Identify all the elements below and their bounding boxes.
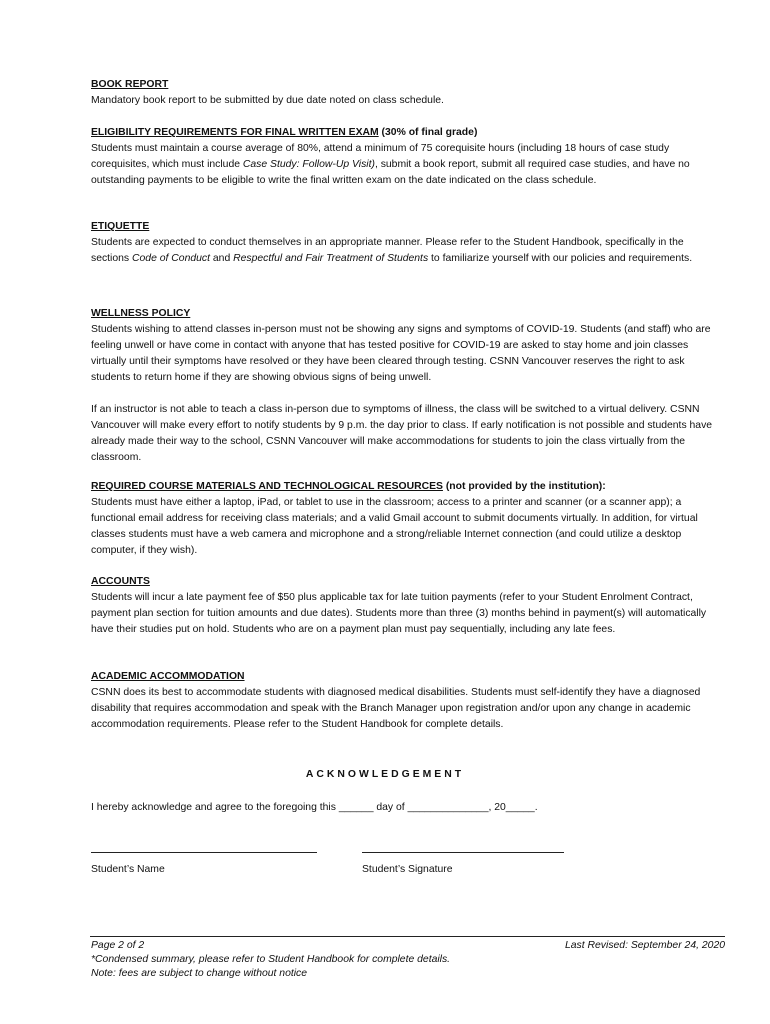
accounts-text: Students will incur a late payment fee of $50 plus applicable tax for late tuition payments (refer to your Student Enrolment Contract, payment plan section for tuition amounts and due dates). Students more than three (3) months behind in payment(s) will automatically have their studies put on hold. Students who are on a payment plan must pay sequentially, including any late fees. [91, 592, 707, 635]
student-signature-label: Student’s Signature [362, 864, 453, 875]
academic-text: CSNN does its best to accommodate students with diagnosed medical disabilities. Students must self-identify they have a diagnosed disability that requires accommodation and speak with the Branch Manager upon registration and/or upon any change in academic accommodation requirements. Please refer to the Student Handbook for complete details. [91, 687, 701, 730]
eligibility-text: Students must maintain a course average of 80%, attend a minimum of 75 corequisite hours (including 18 hours of case study corequisites, which must include Case Study: Follow-Up Visit), submit a book report, submit all required case studies, and have no outstanding payments to be eligible to write the final written exam on the date indicated on the class schedule. [91, 143, 690, 186]
eligibility-section [91, 125, 723, 189]
footer-note-condensed: *Condensed summary, please refer to Student Handbook for complete details. [91, 954, 451, 965]
materials-heading: REQUIRED COURSE MATERIALS AND TECHNOLOGICAL RESOURCES [91, 481, 443, 492]
footer-divider [90, 936, 725, 937]
eligibility-heading: ELIGIBILITY REQUIREMENTS FOR FINAL WRITTEN EXAM [91, 127, 379, 138]
footer-last-revised: Last Revised: September 24, 2020 [565, 940, 725, 951]
wellness-heading: WELLNESS POLICY [91, 308, 191, 319]
accounts-heading: ACCOUNTS [91, 576, 150, 587]
student-name-label: Student’s Name [91, 864, 165, 875]
academic-heading: ACADEMIC ACCOMMODATION [91, 671, 245, 682]
acknowledgement-title: ACKNOWLEDGEMENT [305, 769, 465, 780]
acknowledgement-statement: I hereby acknowledge and agree to the foregoing this ______ day of ______________, 20_____. [91, 802, 538, 813]
materials-heading-note: (not provided by the institution): [442, 481, 606, 492]
footer-page-number: Page 2 of 2 [91, 940, 145, 951]
wellness-para-1: Students wishing to attend classes in-person must not be showing any signs and symptoms of COVID-19. Students (and staff) who are feeling unwell or have come in contact with anyone that has tested positive for COVID-19 are asked to stay home and join classes virtually until their symptoms have resolved or they have been cleared through testing. CSNN Vancouver reserves the right to ask students to return home if they are showing obvious signs of being unwell. [91, 324, 711, 383]
book-report-text: Mandatory book report to be submitted by due date noted on class schedule. [91, 95, 444, 106]
name-signature-line [91, 852, 317, 853]
materials-text: Students must have either a laptop, iPad, or tablet to use in the classroom; access to a printer and scanner (or a scanner app); a functional email address for receiving class materials; and a valid Gmail account to submit documents virtually. In addition, for virtual classes students must have a web camera and microphone and a strong/reliable Internet connection (and could utilize a desktop computer, if they wish). [91, 497, 698, 556]
accounts-section [91, 574, 723, 638]
book-report-heading: BOOK REPORT [91, 79, 169, 90]
academic-section [91, 669, 723, 733]
etiquette-section [91, 219, 723, 267]
etiquette-heading: ETIQUETTE [91, 221, 150, 232]
etiquette-text: Students are expected to conduct themselves in an appropriate manner. Please refer to the Student Handbook, specifically in the sections Code of Conduct and Respectful and Fair Treatment of Students to familiarize yourself with our policies and requirements. [91, 237, 693, 264]
signature-line [362, 852, 564, 853]
eligibility-heading-note: (30% of final grade) [378, 127, 478, 138]
materials-section [91, 479, 723, 559]
book-report-section [91, 77, 723, 109]
wellness-para-2: If an instructor is not able to teach a class in-person due to symptoms of illness, the class will be switched to a virtual delivery. CSNN Vancouver will make every effort to notify students by 9 p.m. the day prior to class. If early notification is not possible and students have already made their way to the school, CSNN Vancouver will make accommodations for students to join the class virtually from the classroom. [91, 404, 713, 463]
wellness-section [91, 306, 723, 466]
footer-note-fees: Note: fees are subject to change without notice [91, 968, 308, 979]
